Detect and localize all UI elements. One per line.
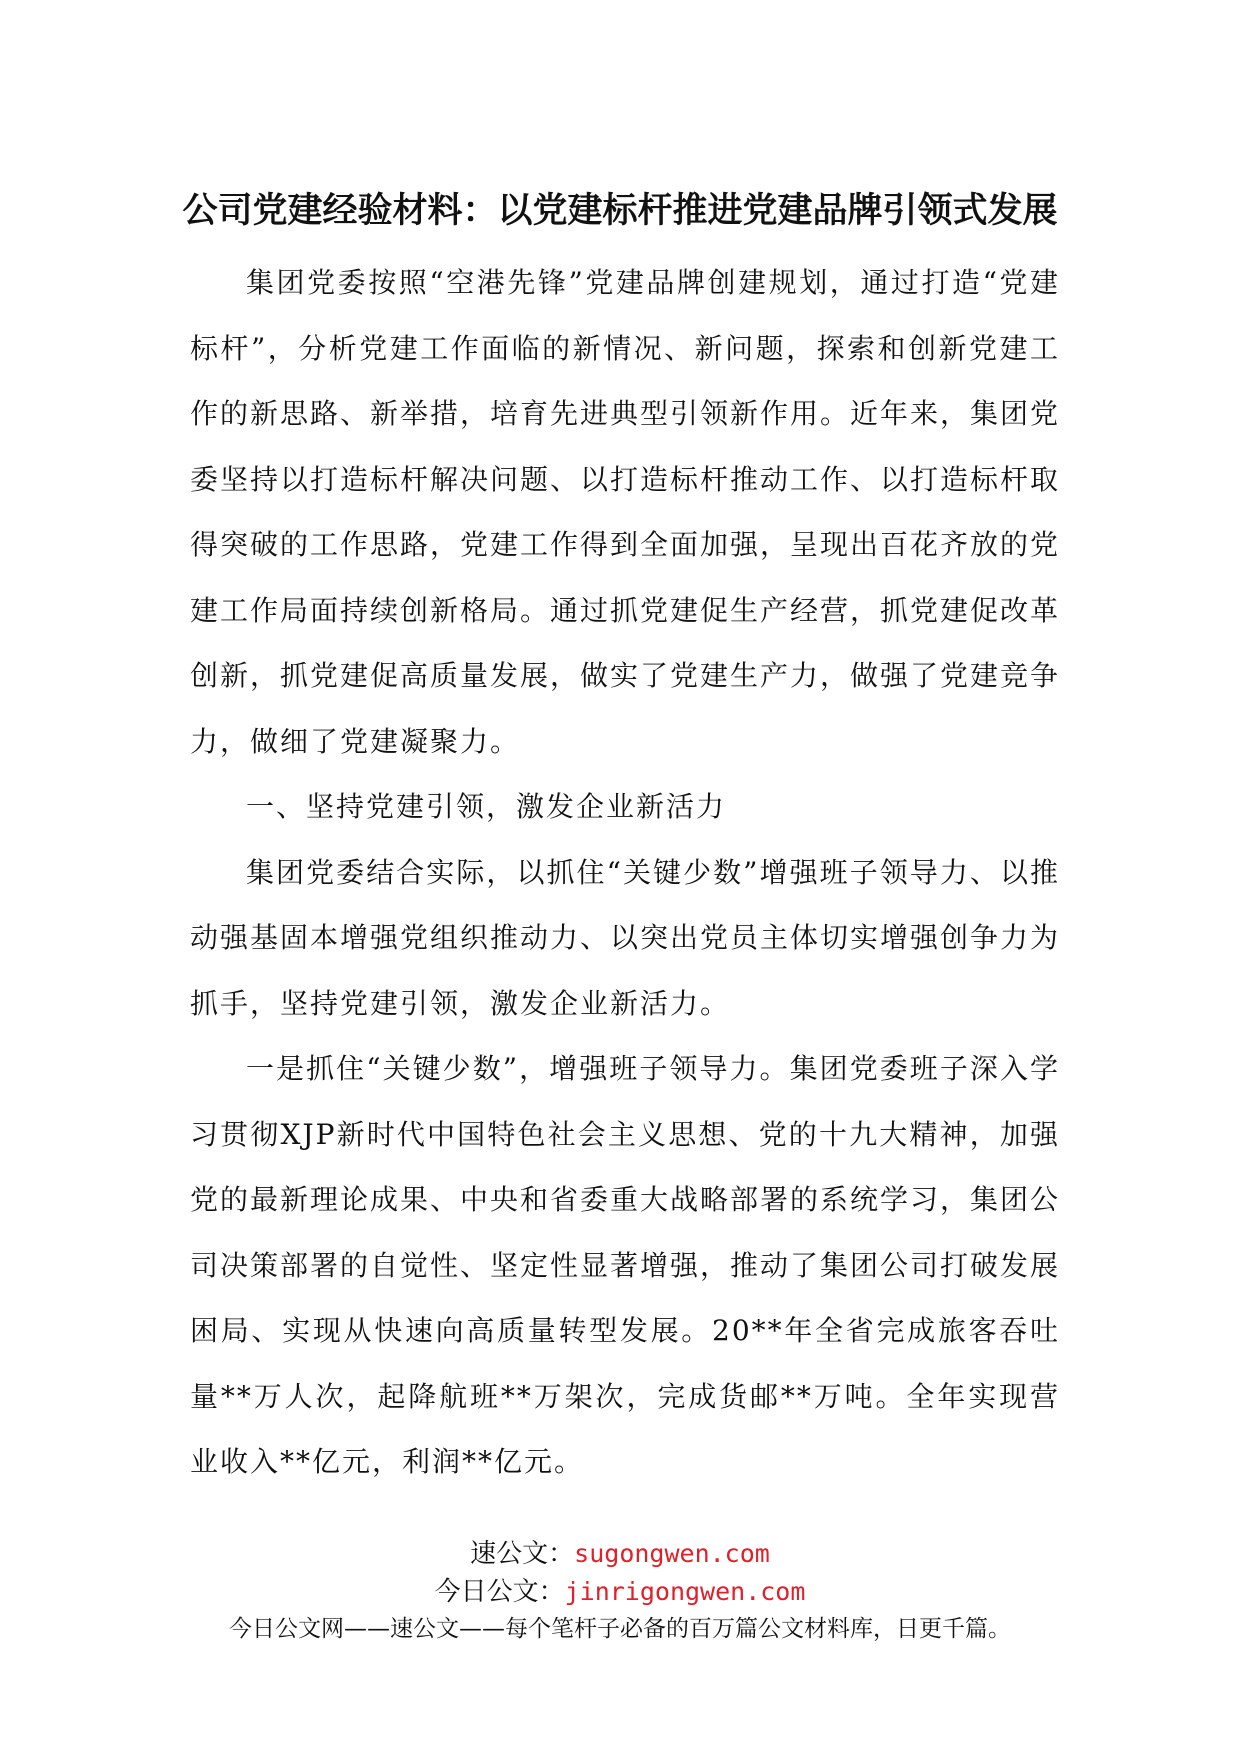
sugongwen-link[interactable]: sugongwen.com [574,1539,770,1568]
paragraph-section-1: 集团党委结合实际，以抓住“关键少数”增强班子领导力、以推动强基固本增强党组织推动力、以突出党员主体切实增强创争力为抓手，坚持党建引领，激发企业新活力。 [190,855,1061,1020]
section-heading-1: 一、坚持党建引领，激发企业新活力 [246,790,727,823]
document-title: 公司党建经验材料：以党建标杆推进党建品牌引领式发展 [182,191,1058,231]
footer-line-jinrigongwen [0,1573,1240,1611]
footer-label-jinrigongwen: 今日公文： [434,1577,565,1607]
footer-label-sugongwen: 速公文： [470,1539,575,1569]
jinrigongwen-link[interactable]: jinrigongwen.com [564,1577,806,1606]
footer [0,1535,1240,1647]
paragraph-point-1: 一是抓住“关键少数”，增强班子领导力。集团党委班子深入学习贯彻XJP新时代中国特色社会主义思想、党的十九大精神，加强党的最新理论成果、中央和省委重大战略部署的系统学习，集团公司决策部署的自觉性、坚定性显著增强，推动了集团公司打破发展困局、实现从快速向高质量转型发展。20**年全省完成旅客吞吐量**万人次，起降航班**万架次，完成货邮**万吨。全年实现营业收入**亿元，利润**亿元。 [190,1052,1061,1478]
paragraph-intro: 集团党委按照“空港先锋”党建品牌创建规划，通过打造“党建标杆”，分析党建工作面临的新情况、新问题，探索和创新党建工作的新思路、新举措，培育先进典型引领新作用。近年来，集团党委坚持以打造标杆解决问题、以打造标杆推动工作、以打造标杆取得突破的工作思路，党建工作得到全面加强，呈现出百花齐放的党建工作局面持续创新格局。通过抓党建促生产经营，抓党建促改革创新，抓党建促高质量发展，做实了党建生产力，做强了党建竞争力，做细了党建凝聚力。 [190,266,1061,758]
document-body [190,250,1060,1495]
footer-line-sugongwen [0,1535,1240,1573]
footer-slogan: 今日公文网——速公文——每个笔杆子必备的百万篇公文材料库，日更千篇。 [229,1616,1011,1642]
